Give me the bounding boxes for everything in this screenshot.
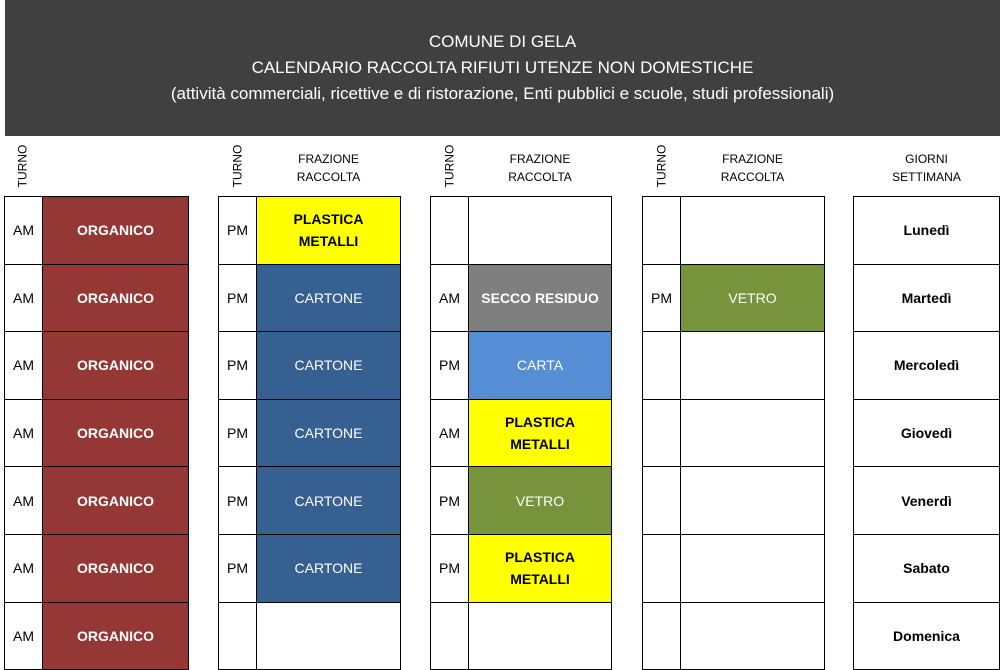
fraction-organico: ORGANICO — [42, 264, 189, 333]
fraction-cartone: CARTONE — [256, 264, 401, 333]
turno-cell: AM — [4, 466, 43, 535]
fraction-organico: ORGANICO — [42, 399, 189, 468]
turno-cell: AM — [4, 399, 43, 468]
turno-cell: PM — [218, 534, 257, 603]
fraction-organico: ORGANICO — [42, 331, 189, 400]
fraction-vetro: VETRO — [680, 264, 825, 333]
fraction-cartone: CARTONE — [256, 399, 401, 468]
turno-cell: PM — [430, 466, 469, 535]
turno-label-2: TURNO — [230, 144, 245, 188]
page-header — [5, 0, 1000, 136]
fraction-empty — [468, 602, 612, 670]
fraction-plastica-metalli: PLASTICA METALLI — [256, 196, 401, 265]
turno-cell — [430, 196, 469, 265]
fraction-empty — [680, 196, 825, 265]
header-title: COMUNE DI GELA — [428, 32, 577, 51]
day-luned: Lunedì — [853, 196, 1000, 265]
day-domenica: Domenica — [853, 602, 1000, 670]
fraction-empty — [680, 331, 825, 400]
fraction-organico: ORGANICO — [42, 466, 189, 535]
header-subtitle: CALENDARIO RACCOLTA RIFIUTI UTENZE NON DOMESTICHE — [251, 58, 754, 77]
turno-cell — [642, 602, 681, 670]
turno-cell: AM — [4, 602, 43, 670]
turno-cell: PM — [218, 331, 257, 400]
turno-cell: AM — [4, 264, 43, 333]
fraction-organico: ORGANICO — [42, 534, 189, 603]
day-venerd: Venerdì — [853, 466, 1000, 535]
day-gioved: Giovedì — [853, 399, 1000, 468]
turno-cell — [642, 196, 681, 265]
turno-cell: PM — [430, 331, 469, 400]
fraction-organico: ORGANICO — [42, 196, 189, 265]
fraction-empty — [680, 534, 825, 603]
fraction-organico: ORGANICO — [42, 602, 189, 670]
fraction-cartone: CARTONE — [256, 534, 401, 603]
turno-cell: AM — [4, 534, 43, 603]
turno-cell: AM — [4, 196, 43, 265]
fraction-vetro: VETRO — [468, 466, 612, 535]
fraction-cartone: CARTONE — [256, 331, 401, 400]
turno-cell — [642, 399, 681, 468]
fraction-empty — [256, 602, 401, 670]
turno-cell: PM — [642, 264, 681, 333]
fraction-cartone: CARTONE — [256, 466, 401, 535]
turno-cell: PM — [218, 196, 257, 265]
turno-cell: AM — [430, 264, 469, 333]
frazione-label-2: FRAZIONE RACCOLTA — [296, 152, 361, 184]
turno-cell — [642, 534, 681, 603]
turno-cell: PM — [218, 466, 257, 535]
fraction-secco-residuo: SECCO RESIDUO — [468, 264, 612, 333]
fraction-empty — [468, 196, 612, 265]
fraction-carta: CARTA — [468, 331, 612, 400]
turno-cell: PM — [218, 264, 257, 333]
turno-label-3: TURNO — [442, 144, 457, 188]
turno-cell: PM — [218, 399, 257, 468]
turno-cell — [642, 331, 681, 400]
frazione-label-3: FRAZIONE RACCOLTA — [508, 152, 572, 184]
fraction-empty — [680, 399, 825, 468]
turno-cell — [642, 466, 681, 535]
day-mercoled: Mercoledì — [853, 331, 1000, 400]
fraction-plastica-metalli: PLASTICA METALLI — [468, 399, 612, 468]
fraction-empty — [680, 602, 825, 670]
turno-cell: PM — [430, 534, 469, 603]
day-marted: Martedì — [853, 264, 1000, 333]
turno-cell: AM — [4, 331, 43, 400]
fraction-empty — [680, 466, 825, 535]
turno-cell: AM — [430, 399, 469, 468]
fraction-plastica-metalli: PLASTICA METALLI — [468, 534, 612, 603]
giorni-label: GIORNI SETTIMANA — [892, 152, 961, 184]
frazione-label-4: FRAZIONE RACCOLTA — [720, 152, 785, 184]
turno-cell — [218, 602, 257, 670]
day-sabato: Sabato — [853, 534, 1000, 603]
turno-label-4: TURNO — [654, 144, 669, 188]
header-description: (attività commerciali, ricettive e di ristorazione, Enti pubblici e scuole, studi professionali) — [170, 84, 835, 103]
turno-label-1: TURNO — [15, 144, 30, 188]
turno-cell — [430, 602, 469, 670]
